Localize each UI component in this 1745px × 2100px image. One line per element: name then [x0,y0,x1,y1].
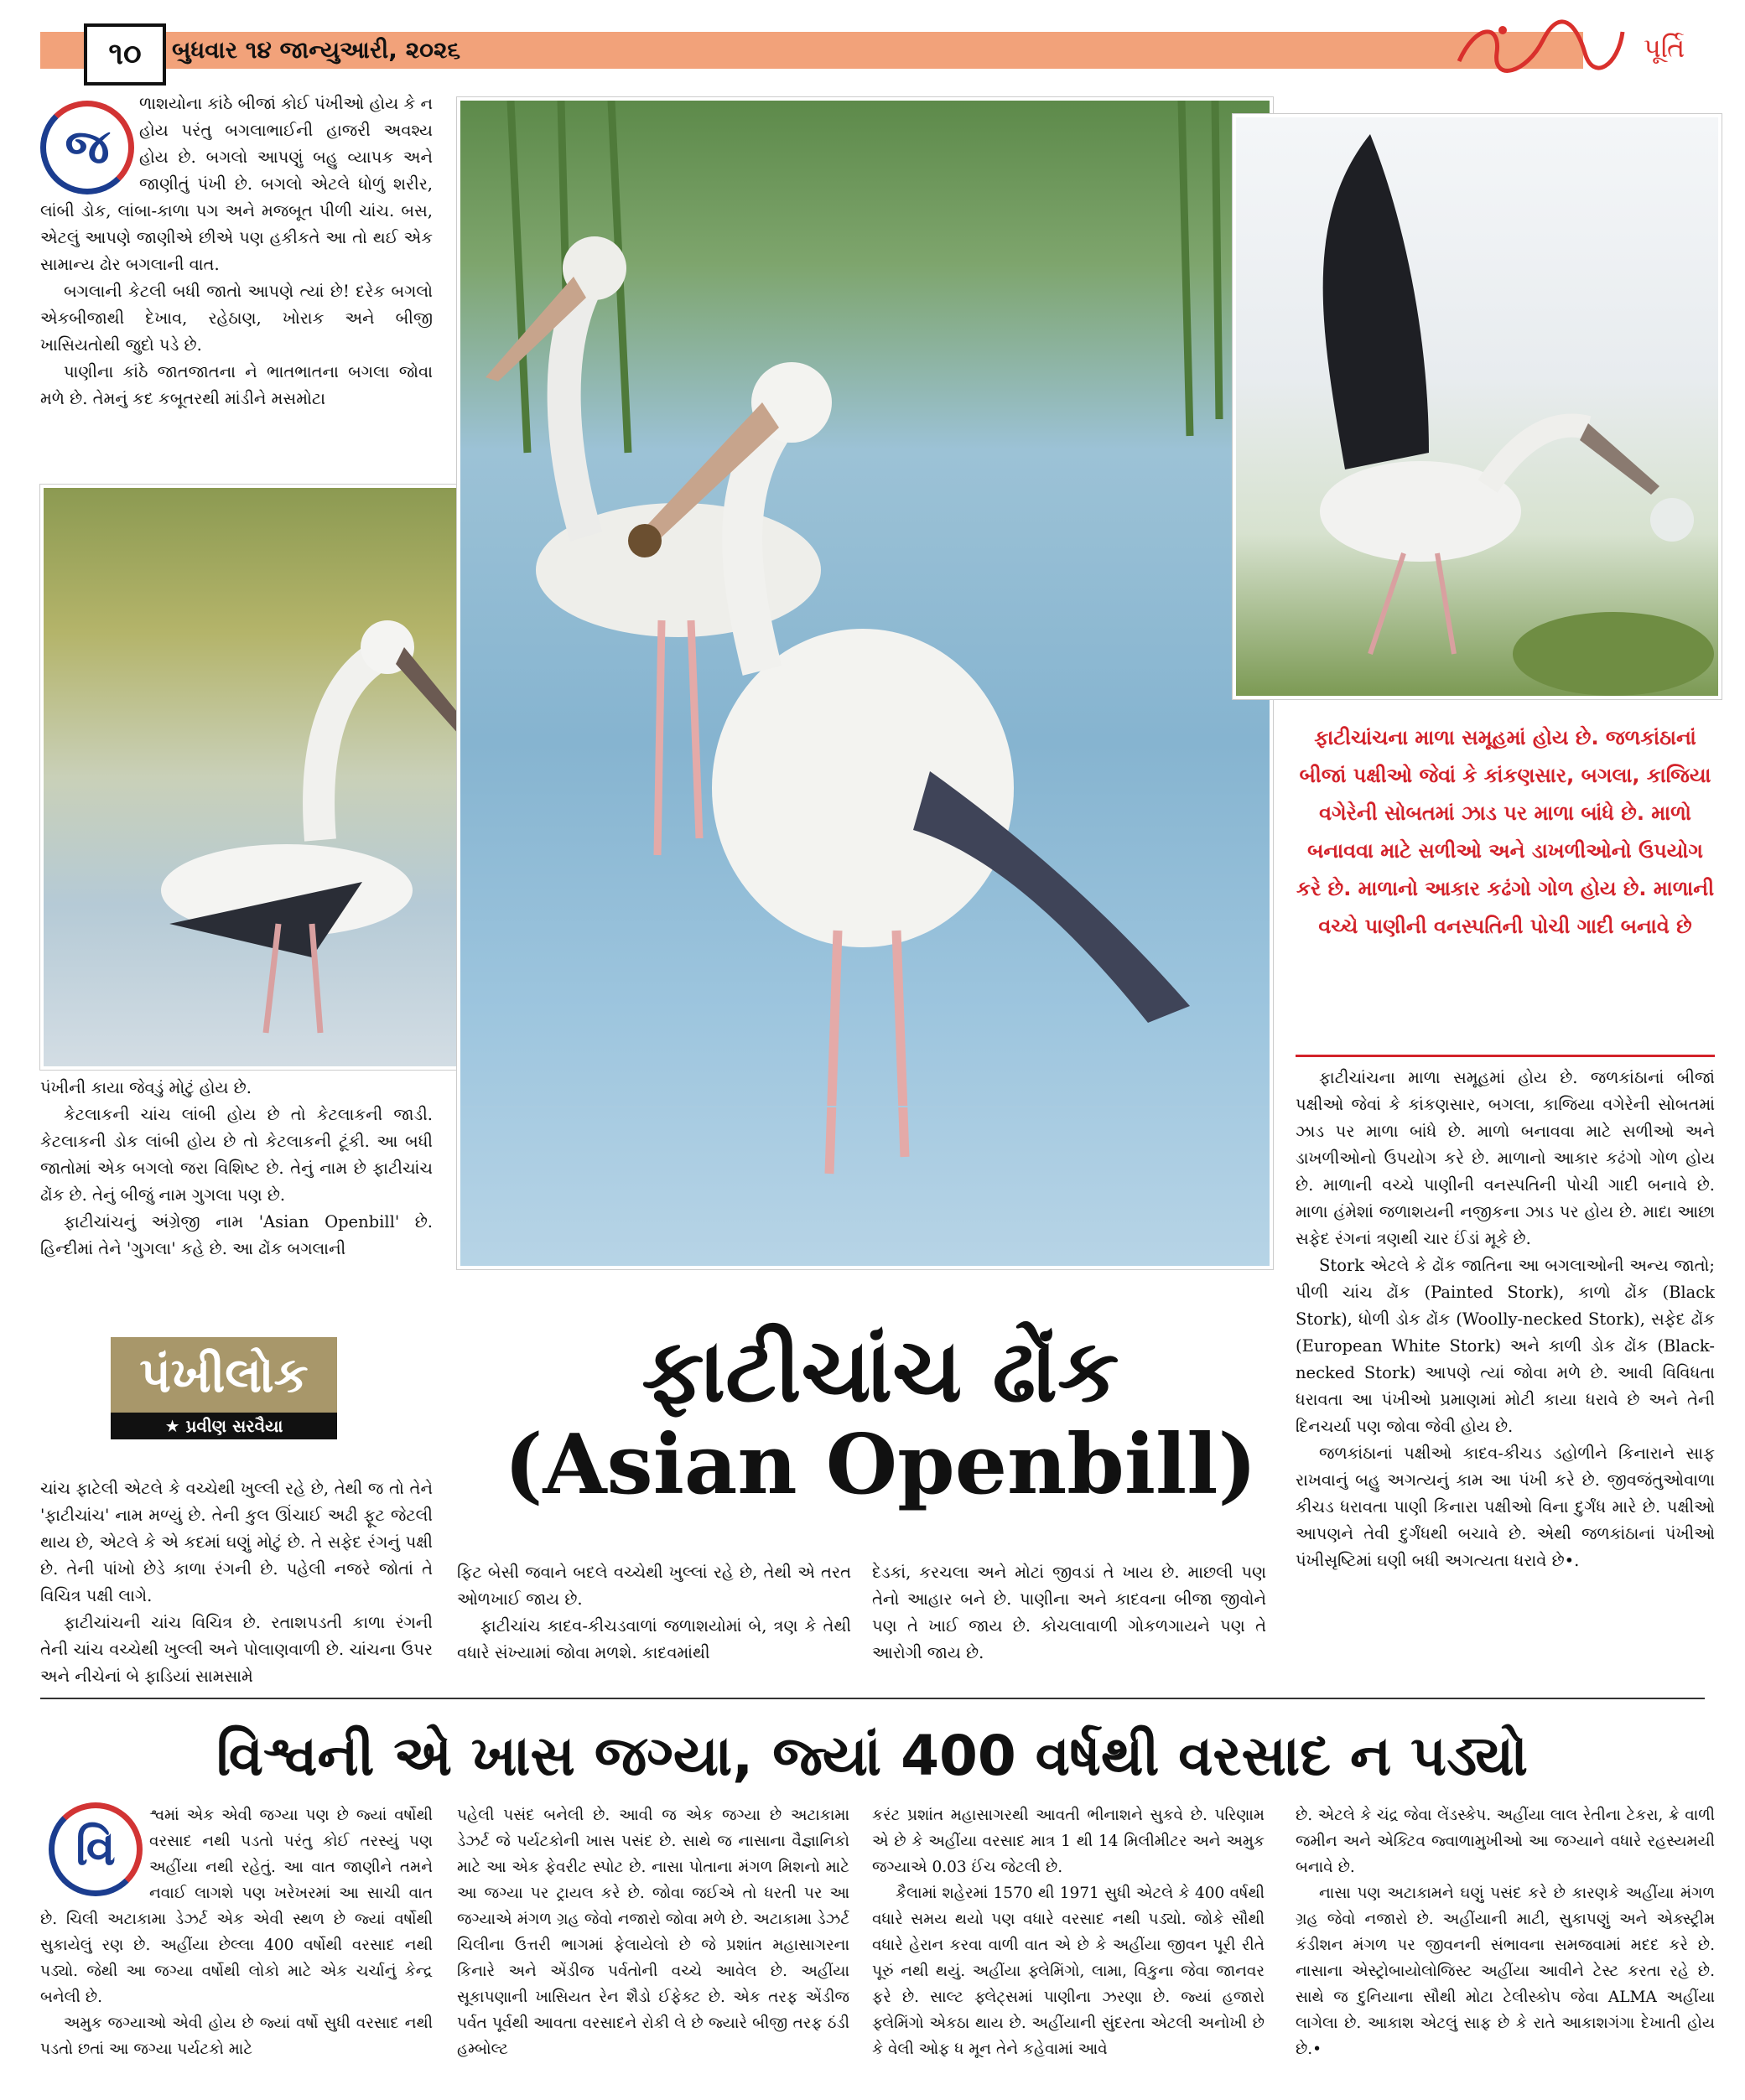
article2-col4 [1296,1802,1715,2062]
article-title: ફાટીચાંચ ઢોંક [641,1320,1119,1422]
article2-col3 [872,1802,1265,2062]
article-col1-mid [40,1075,433,1263]
dropcap-letter: જ [40,101,134,194]
brand-logo [1451,15,1627,95]
issue-date: બુધવાર ૧૪ જાન્યુઆરી, ૨૦૨૬ [172,36,461,64]
article2-col1 [40,1802,433,2062]
paragraph: છે. એટલે કે ચંદ્ર જેવા લેંડસ્કેપ. અહીંયા લાલ રેતીના ટેકરા, ક્રે વાળી જમીન અને એક્ટિવ જ્વાળામુખીઓ આ જગ્યાને વધારે રહસ્યમયી બનાવે છે. [1296,1807,1715,1876]
paragraph: પહેલી પસંદ બનેલી છે. આવી જ એક જગ્યા છે અટાકામા ડેઝર્ટ જે પર્યટકોની ખાસ પસંદ છે. સાથે જ નાસાના વૈજ્ઞાનિકો માટે આ એક ફેવરીટ સ્પોટ છે. નાસા પોતાના મંગળ મિશનો માટે આ જગ્યા પર ટ્રાયલ કરે છે. જોવા જઈએ તો ધરતી પર આ જગ્યાએ મંગળ ગ્રહ જેવો નજારો જોવા મળે છે. અટાકામા ડેઝર્ટ ચિલીના ઉત્તરી ભાગમાં ફેલાયેલો છે જે પ્રશાંત મહાસાગરના કિનારે અને એંડીજ પર્વતોની વચ્ચે આવેલ છે. અહીંયા સૂકાપણાની ખાસિયત રેન શૈડો ઈફેક્ટ છે. એક તરફ એંડીજ પર્વત પૂર્વથી આવતા વરસાદને રોકી લે છે જ્યારે બીજી તરફ ઠંડી હમ્બોલ્ટ [457,1807,849,2058]
page-number: ૧૦ [84,23,166,86]
caption-rule [1296,1055,1715,1057]
paragraph: પંખીની કાયા જેવડું મોટું હોય છે. [40,1078,252,1097]
column-logo [111,1337,337,1439]
article-col1-bottom [40,1475,433,1690]
paragraph: ફાટીચાંચ કાદવ-કીચડવાળાં જળાશયોમાં બે, ત્રણ કે તેથી વધારે સંખ્યામાં જોવા મળશે. કાદવમાંથી [457,1616,851,1662]
brand-logo-script-icon [1451,15,1627,82]
paragraph: ચાંચ ફાટેલી એટલે કે વચ્ચેથી ખુલ્લી રહે છે, તેથી જ તો તેને 'ફાટીચાંચ' નામ મળ્યું છે. તેની કુલ ઊંચાઈ અઢી ફૂટ જેટલી થાય છે, એટલે કે એ કદમાં ઘણું મોટું છે. તે સફેદ રંગનું પક્ષી છે. તેની પાંખો છેડે કાળા રંગની છે. પહેલી નજરે જોતાં તે વિચિત્ર પક્ષી લાગે. [40,1479,433,1605]
paragraph: ફિટ બેસી જવાને બદલે વચ્ચેથી ખુલ્લાં રહે છે, તેથી એ તરત ઓળખાઈ જાય છે. [457,1563,851,1609]
nesting-storks-illustration [1236,117,1718,696]
article-title-english: (Asian Openbill) [504,1417,1257,1513]
column-author: ★ પ્રવીણ સરવૈયા [111,1413,337,1439]
paragraph: નાસા પણ અટાકામને ઘણું પસંદ કરે છે કારણકે અહીંયા મંગળ ગ્રહ જેવો નજારો છે. અહીંયાની માટી, સુકાપણું અને એક્સ્ટ્રીમ કંડીશન મંગળ પર જીવનની સંભાવના સમજવામાં મદદ કરે છે. નાસાના એસ્ટ્રોબાયોલોજિસ્ટ અહીંયા આવીને ટેસ્ટ કરતા રહે છે. સાથે જ દુનિયાના સૌથી મોટા ટેલીસ્કોપ જેવા ALMA અહીંયા લાગેલા છે. આકાશ એટલું સાફ છે કે રાતે આકાશગંગા દેખાતી હોય છે.• [1296,1885,1715,2058]
article-col4 [1296,1065,1715,1574]
paragraph: કેટલાકની ચાંચ લાંબી હોય છે તો કેટલાકની જાડી. કેટલાકની ડોક લાંબી હોય છે તો કેટલાકની ટૂંકી. આ બધી જાતોમાં એક બગલો જરા વિશિષ્ટ છે. તેનું નામ છે ફાટીચાંચ ઢોંક છે. તેનું બીજું નામ ગુગલા પણ છે. [40,1105,433,1205]
brand-suffix: પૂર્તિ [1644,32,1685,64]
article2-headline: વિશ્વની એ ખાસ જગ્યા, જ્યાં 400 વર્ષથી વરસાદ ન પડ્યો [216,1724,1528,1788]
dropcap-letter: વિ [49,1802,143,1896]
section-separator [40,1698,1705,1699]
photo-caption: ફાટીચાંચના માળા સમૂહમાં હોય છે. જળકાંઠાનાં બીજાં પક્ષીઓ જેવાં કે કાંકણસાર, બગલા, કાજિયા વગેરેની સોબતમાં ઝાડ પર માળા બાંધે છે. માળો બનાવવા માટે સળીઓ અને ડાખળીઓનો ઉપયોગ કરે છે. માળાનો આકાર કઢંગો ગોળ હોય છે. માળાની વચ્ચે પાણીની વનસ્પતિની પોચી ગાદી બનાવે છે [1296,726,1715,938]
paragraph: શ્વમાં એક એવી જગ્યા પણ છે જ્યાં વર્ષોથી વરસાદ નથી પડતો પરંતુ કોઈ તરસ્યું પણ અહીંયા નથી રહેતું. આ વાત જાણીને તમને નવાઈ લાગશે પણ ખરેખરમાં આ સાચી વાત છે. ચિલી અટાકામા ડેઝર્ટ એક એવી સ્થળ છે જ્યાં વર્ષોથી સુકાયેલું રણ છે. અહીંયા છેલ્લા 400 વર્ષોથી વરસાદ નથી પડ્યો. જેથી આ જગ્યા વર્ષોથી લોકો માટે એક ચર્ચાનું કેન્દ્ર બનેલી છે. [40,1807,433,2006]
paragraph: બગલાની કેટલી બધી જાતો આપણે ત્યાં છે! દરેક બગલો એકબીજાથી દેખાવ, રહેઠાણ, ખોરાક અને બીજી ખાસિયતોથી જુદો પડે છે. [40,282,433,355]
article-col2-bottom [457,1559,851,1667]
photo-storks-nesting [1233,114,1722,699]
article-col3-bottom [872,1559,1266,1667]
photo-openbill-pair [457,97,1273,1269]
paragraph: અમુક જગ્યાઓ એવી હોય છે જ્યાં વર્ષો સુધી વરસાદ નથી પડતો છતાં આ જગ્યા પર્યટકો માટે [40,2014,433,2058]
paragraph: ફાટીચાંચના માળા સમૂહમાં હોય છે. જળકાંઠાનાં બીજાં પક્ષીઓ જેવાં કે કાંકણસાર, બગલા, કાજિયા વગેરેની સોબતમાં ઝાડ પર માળા બાંધે છે. માળો બનાવવા માટે સળીઓ અને ડાખળીઓનો ઉપયોગ કરે છે. માળાનો આકાર કઢંગો ગોળ હોય છે. માળાની વચ્ચે પાણીની વનસ્પતિની પોચી ગાદી બનાવે છે. માળા હંમેશાં જળાશયની નજીકના ઝાડ પર હોય છે. માદા આછા સફેદ રંગનાં ત્રણથી ચાર ઈંડાં મૂકે છે. [1296,1068,1715,1248]
paragraph: ફાટીચાંચનું અંગ્રેજી નામ 'Asian Openbill' છે. હિન્દીમાં તેને 'ગુગલા' કહે છે. આ ઢોંક બગલાની [40,1212,433,1258]
paragraph: ફાટીચાંચની ચાંચ વિચિત્ર છે. રતાશપડતી કાળા રંગની તેની ચાંચ વચ્ચેથી ખુલ્લી અને પોલાણવાળી છે. ચાંચના ઉપર અને નીચેનાં બે ફાડિયાં સામસામે [40,1613,433,1686]
stork-illustration [44,488,491,1066]
article-col1-top [40,91,433,412]
paragraph: જળકાંઠાનાં પક્ષીઓ કાદવ-કીચડ ડહોળીને કિનારાને સાફ રાખવાનું બહુ અગત્યનું કામ આ પંખી કરે છે. જીવજંતુઓવાળા કીચડ ધરાવતા પાણી કિનારા પક્ષીઓ વિના દુર્ગંધ મારે છે. પક્ષીઓ આપણને તેવી દુર્ગંધથી બચાવે છે. એથી જળકાંઠાનાં પંખીઓ પંખીસૃષ્ટિમાં ઘણી બધી અગત્યતા ધરાવે છે•. [1296,1444,1715,1570]
column-logo-title: પંખીલોક [111,1337,337,1413]
paragraph: ળાશયોના કાંઠે બીજાં કોઈ પંખીઓ હોય કે ન હોય પરંતુ બગલાભાઈની હાજરી અવશ્ય હોય છે. બગલો આપણું બહુ વ્યાપક અને જાણીતું પંખી છે. બગલો એટલે ધોળું શરીર, લાંબી ડોક, લાંબા-કાળા પગ અને મજબૂત પીળી ચાંચ. બસ, એટલું આપણે જાણીએ છીએ પણ હકીકતે આ તો થઈ એક સામાન્ય ઢોર બગલાની વાત. [40,94,433,274]
paragraph: કૈલામાં શહેરમાં 1570 થી 1971 સુધી એટલે કે 400 વર્ષથી વધારે સમય થયો પણ વધારે વરસાદ નથી પડ્યો. જોકે સૌથી વધારે હેરાન કરવા વાળી વાત એ છે કે અહીંયા જીવન પૂરી રીતે પૂરું નથી થયું. અહીંયા ફ્લેમિંગો, લામા, વિકુના જેવા જાનવર ફરે છે. સાલ્ટ ફ્લેટ્સમાં પાણીના ઝરણા છે. જ્યાં હજારો ફ્લેમિંગો એકઠા થાય છે. અહીંયાની સુંદરતા એટલી અનોખી છે કે વેલી ઓફ ધ મૂન તેને કહેવામાં આવે [872,1885,1265,2058]
paragraph: દેડકાં, કરચલા અને મોટાં જીવડાં તે ખાય છે. માછલી પણ તેનો આહાર બને છે. પાણીના અને કાદવના બીજા જીવોને પણ તે ખાઈ જાય છે. કોચલાવાળી ગોકળગાયને પણ તે આરોગી જાય છે. [872,1563,1266,1662]
paragraph: પાણીના કાંઠે જાતજાતના ને ભાતભાતના બગલા જોવા મળે છે. તેમનું કદ કબૂતરથી માંડીને મસમોટા [40,362,433,408]
paragraph: Stork એટલે કે ઢોંક જાતિના આ બગલાઓની અન્ય જાતો; પીળી ચાંચ ઢોંક (Painted Stork), કાળો ઢોંક (Black Stork), ધોળી ડોક ઢોંક (Woolly-necked Stork), સફેદ ઢોંક (European White Stork) અને કાળી ડોક ઢોંક (Black-necked Stork) આપણે ત્યાં જોવા મળે છે. આવી વિવિધતા ધરાવતા આ પંખીઓ પ્રમાણમાં મોટી કાયા ધરાવે છે અને તેની દિનચર્યા પણ જોવા જેવી હોય છે. [1296,1256,1715,1436]
photo-stork-standing [40,485,495,1070]
article2-col2 [457,1802,849,2062]
paragraph: કરંટ પ્રશાંત મહાસાગરથી આવતી ભીનાશને સુકવે છે. પરિણામ એ છે કે અહીંયા વરસાદ માત્ર 1 થી 14 મિલીમીટર અને અમુક જગ્યાએ 0.03 ઈંચ જેટલી છે. [872,1807,1265,1876]
openbill-pair-illustration [460,101,1270,1266]
